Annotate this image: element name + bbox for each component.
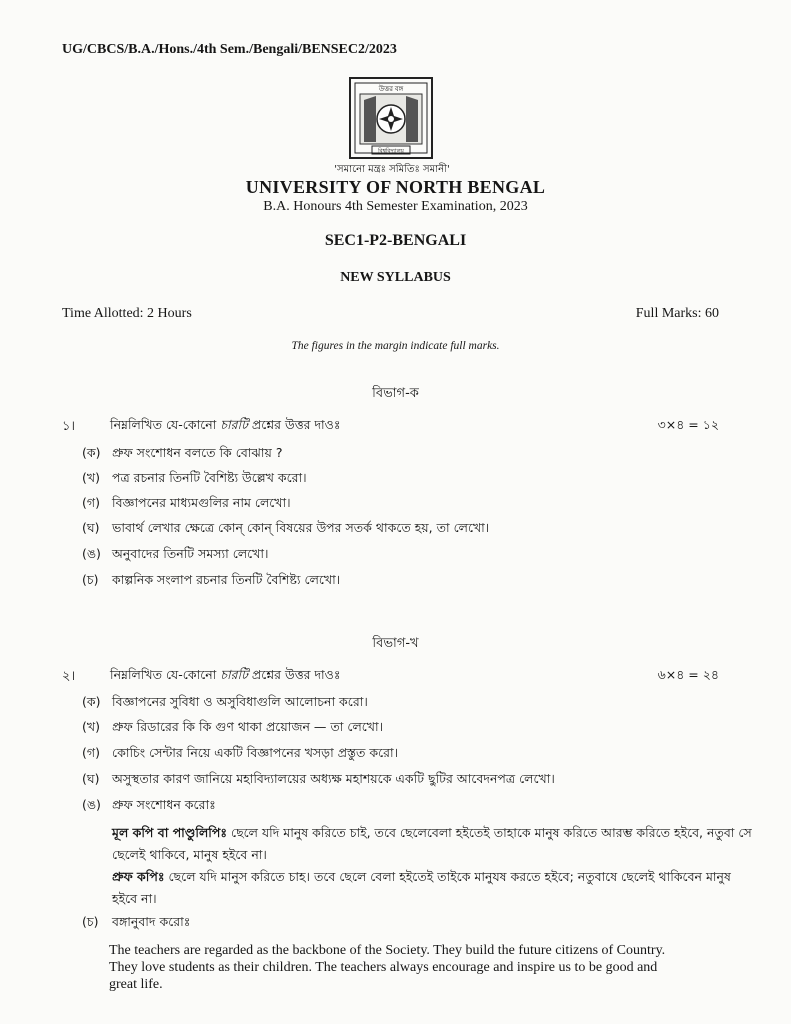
time-allotted: Time Allotted: 2 Hours: [62, 306, 192, 321]
svg-text:বিশ্ববিদ্যালয়: বিশ্ববিদ্যালয়: [378, 148, 404, 155]
exam-title: B.A. Honours 4th Semester Examination, 2023: [263, 199, 528, 214]
question-1-number: ১।: [62, 419, 76, 434]
list-item: (ক) প্রুফ সংশোধন বলতে কি বোঝায় ?: [82, 445, 283, 460]
list-item: (গ) বিজ্ঞাপনের মাধ্যমগুলির নাম লেখো।: [82, 495, 291, 510]
paper-title: SEC1-P2-BENGALI: [324, 232, 467, 249]
list-item: (ঘ) ভাবার্থ লেখার ক্ষেত্রে কোন্ কোন্ বিষয়ের উপর সতর্ক থাকতে হয়, তা লেখো।: [82, 520, 490, 535]
list-item: (খ) পত্র রচনার তিনটি বৈশিষ্ট্য উল্লেখ করো।: [82, 470, 307, 485]
university-logo-seal: [346, 76, 436, 160]
proof-copy: প্রুফ কপিঃ ছেলে যদি মানুস করিতে চাহ। তবে ছেলে বেলা হইতেই তাইকে মানুযষ করতে হইবে; নতুবাষে ছেলেই থাকিবেন মানুষ হইবে না।: [112, 869, 731, 906]
list-item: (খ) প্রুফ রিডারের কি কি গুণ থাকা প্রয়োজন — তা লেখো।: [82, 719, 384, 734]
list-item: (চ) কাল্পনিক সংলাপ রচনার তিনটি বৈশিষ্ট্য লেখো।: [82, 572, 341, 587]
question-2-marks: ৬×৪ = ২৪: [657, 667, 719, 682]
list-item: (ঙ) প্রুফ সংশোধন করোঃ: [82, 797, 216, 812]
list-item: (গ) কোচিং সেন্টার নিয়ে একটি বিজ্ঞাপনের খসড়া প্রস্তুত করো।: [82, 745, 399, 760]
list-item: (চ) বঙ্গানুবাদ করোঃ: [82, 914, 191, 929]
university-name: UNIVERSITY OF NORTH BENGAL: [245, 177, 546, 197]
question-2-instruction: নিম্নলিখিত যে-কোনো চারটি প্রশ্নের উত্তর দাওঃ: [110, 667, 341, 682]
question-1-instruction: নিম্নলিখিত যে-কোনো চারটি প্রশ্নের উত্তর দাওঃ: [110, 417, 341, 432]
logo-motto: 'সমানো মন্ত্রঃ সমিতিঃ সমানী': [334, 164, 450, 175]
translation-passage: The teachers are regarded as the backbone of the Society. They build the future citizens of Country. They love students as their children. The teachers always encourage and inspire us to be good and great life.: [109, 943, 666, 992]
svg-text:উত্তর বঙ্গ: উত্তর বঙ্গ: [378, 85, 404, 93]
section-b-title: বিভাগ-খ: [372, 636, 419, 651]
list-item: (ঘ) অসুস্থতার কারণ জানিয়ে মহাবিদ্যালয়ের অধ্যক্ষ মহাশয়কে একটি ছুটির আবেদনপত্র লেখো।: [82, 771, 555, 786]
question-1-marks: ৩×৪ = ১২: [657, 417, 719, 432]
syllabus-label: NEW SYLLABUS: [340, 270, 451, 285]
figures-note: The figures in the margin indicate full marks.: [291, 340, 500, 352]
paper-code: UG/CBCS/B.A./Hons./4th Sem./Bengali/BENSEC2/2023: [62, 42, 397, 57]
question-2-number: ২।: [62, 669, 76, 684]
proof-original-copy: মূল কপি বা পাণ্ডুলিপিঃ ছেলে যদি মানুষ করিতে চাই, তবে ছেলেবেলা হইতেই তাহাকে মানুষ করিতে আরম্ভ করিতে হইবে, নতুবা সে ছেলেই থাকিবে, মানুষ হইবে না।: [112, 825, 752, 862]
full-marks: Full Marks: 60: [635, 306, 719, 321]
section-a-title: বিভাগ-ক: [372, 386, 419, 401]
list-item: (ঙ) অনুবাদের তিনটি সমস্যা লেখো।: [82, 546, 269, 561]
list-item: (ক) বিজ্ঞাপনের সুবিধা ও অসুবিধাগুলি আলোচনা করো।: [82, 694, 368, 709]
